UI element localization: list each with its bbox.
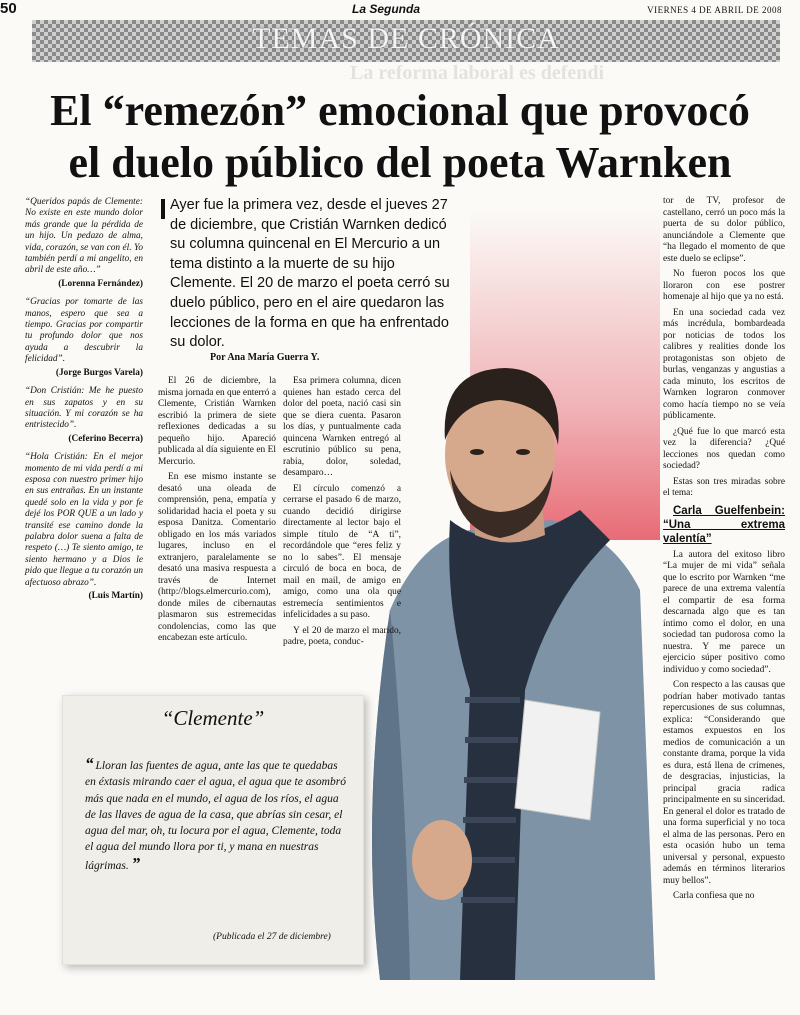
section-label: TEMAS DE CRÓNICA xyxy=(252,22,560,55)
quote-author: (Lorenna Fernández) xyxy=(58,278,143,289)
body-column-3 xyxy=(663,196,785,907)
paragraph: En ese mismo instante se desató una oleada de comprensión, pena, empatía y solidaridad hacia el poeta y su esposa Danitza. Comentario obligado en los más variados lugares, incluso en el extranjero, paralelamente se desató una masiva respuesta a través de Internet (http://blogs.elmercurio.com), donde miles de cibernautas plasmaron sus estremecidas condolencias, como las que encabezan este artículo. xyxy=(158,472,276,643)
poem-title: “Clemente” xyxy=(161,706,265,730)
headline xyxy=(20,85,780,189)
page-number: 50 xyxy=(0,0,17,17)
lede: Ayer fue la primera vez, desde el jueves 27 de diciembre, que Cristián Warnken dedicó su columna quincenal en El Mercurio a un tema distinto a la muerte de su hijo Clemente. El 20 de marzo el poeta cerró su duelo público, pero en el aire quedaron las lecciones de la forma en que ha enfrentado su dolor. xyxy=(170,197,450,351)
paragraph: Con respecto a las causas que podrían haber motivado tantas repercusiones de sus columnas, explica: “Considerando que estamos expuestos en los medios de comunicación a un constante drama, porque la vida es dura, está llena de crímenes, de desgracias, injusticias, la principal gracia radica principalmente en su sinceridad. En general el dolor es tratado de una forma superficial y no toca el alma de las personas. Pero en esta ocasión hubo un tema universal y personal, expuesto además en términos literarios muy bellos”. xyxy=(663,680,785,886)
close-quote: ” xyxy=(131,853,141,873)
quote-text: “Queridos papás de Clemente: No existe en este mundo dolor más grande que la pérdida de un hijo. Un pedazo de alma, vida, corazón, se van con él. Yo también perdí a mi angelito, en abril de este año…” xyxy=(25,197,143,276)
paragraph: Y el 20 de marzo el marido, padre, poeta, conduc- xyxy=(283,625,401,647)
bleed-through-text: La reforma laboral es defendi xyxy=(350,62,605,84)
poem-box xyxy=(62,695,364,965)
paragraph: ¿Qué fue lo que marcó esta vez la diferencia? ¿Qué lecciones nos quedan como sociedad? xyxy=(663,426,785,471)
paragraph: La autora del exitoso libro “La mujer de mi vida” señala que lo escrito por Warnken “me parece de una extrema valentía el compartir de esa forma descarnada algo que es tan íntimo como el dolor, en una sociedad tan pudorosa como la nuestra. Y me parece un ejercicio súper positivo como individuo y como sociedad”. xyxy=(663,549,785,675)
hand xyxy=(412,820,472,900)
reader-quotes xyxy=(25,197,143,609)
byline: Por Ana María Guerra Y. xyxy=(210,352,320,363)
body-column-2 xyxy=(283,376,401,653)
paragraph: En una sociedad cada vez más incrédula, bombardeada por noticias de todos los calibres y realities donde los protagonistas son objeto de burlas, venganzas y angustias a cada minuto, los escritos de Warnken lograron conmover como hacía tiempo no se veía públicamente. xyxy=(663,307,785,421)
quote-author: (Ceferino Becerra) xyxy=(68,433,143,444)
publication-logo: La Segunda xyxy=(352,2,421,16)
paragraph: El círculo comenzó a cerrarse el pasado 6 de marzo, cuando decidió dirigirse directamente al lector bajo el simple título de “A ti”, recordándole que “eres feliz y no lo sabes”. El mensaje circuló de boca en boca, de mail en mail, de amigo en amigo, como una ola que estremecía sentimientos e infelicidades a su paso. xyxy=(283,483,401,620)
book xyxy=(515,700,600,820)
lede-marker xyxy=(161,199,165,219)
paragraph: Estas son tres miradas sobre el tema: xyxy=(663,476,785,498)
paragraph: No fueron pocos los que lloraron con ese postrer homenaje al hijo que ya no está. xyxy=(663,269,785,302)
quote-author: (Jorge Burgos Varela) xyxy=(55,367,143,378)
subheading: Carla Guelfenbein: “Una extrema valentía” xyxy=(663,504,785,545)
paragraph: El 26 de diciembre, la misma jornada en que enterró a Clemente, Cristián Warnken escribió la primera de siete reflexiones dedicadas a su pequeño hijo. Apareció publicada al día siguiente en El Mercurio. xyxy=(158,376,276,467)
dateline: VIERNES 4 DE ABRIL DE 2008 xyxy=(647,5,782,15)
open-quote: “ xyxy=(85,754,94,773)
section-banner xyxy=(32,20,780,62)
body-column-1 xyxy=(158,376,276,649)
poem-body: Lloran las fuentes de agua, ante las que te quedabas en éxtasis mirando caer el agua, el agua que te asombró más que nada en el mundo, el agua de los ríos, el agua de las llaves de agua de la casa, que abrías sin cesar, el agua del mar, oh, tu locura por el agua, Clemente, toda el agua del mundo llora por ti, y mana en nuestras lágrimas. xyxy=(85,760,346,872)
headline-line-1: El “remezón” emocional que provocó xyxy=(50,86,750,135)
paragraph: Esa primera columna, dicen quienes han estado cerca del dolor del poeta, nació casi sin que se diera cuenta. Pasaron los días, y puntualmente cada quincena Warnken entregó al escrutinio público su pena, rabia, dolor, soledad, desamparo… xyxy=(283,376,401,478)
quote-author: (Luis Martín) xyxy=(88,591,143,601)
headline-line-2: el duelo público del poeta Warnken xyxy=(68,138,732,187)
poem-text xyxy=(85,756,347,874)
quote-text: “Hola Cristián: En el mejor momento de mi vida perdí a mi esposa con nuestro primer hijo en sus entrañas. En un instante quedé solo en la vida y por fe dejé los POR QUE a un lado y transité ese camino donde la palabra dolor suena a falta de respeto (…) Te siento amigo, te siento hermano y a Dios le pido que llegue a tu corazón un afectuoso abrazo”. xyxy=(25,452,143,588)
quote-text: “Gracias por tomarte de las manos, espero que sea a tiempo. Gracias por compartir tu profundo dolor que nos ayuda a descubrir la felicidad”. xyxy=(25,297,143,365)
paragraph: tor de TV, profesor de castellano, cerró un poco más la puerta de su dolor público, anunciándole a Clemente que “ha llegado el momento de que este duelo se eclipse”. xyxy=(663,196,785,264)
paragraph: Carla confiesa que no xyxy=(673,891,755,901)
poem-footnote: (Publicada el 27 de diciembre) xyxy=(213,932,331,942)
quote-text: “Don Cristián: Me he puesto en sus zapatos y en su situación. Y mi corazón se ha entristecido”. xyxy=(25,386,143,431)
